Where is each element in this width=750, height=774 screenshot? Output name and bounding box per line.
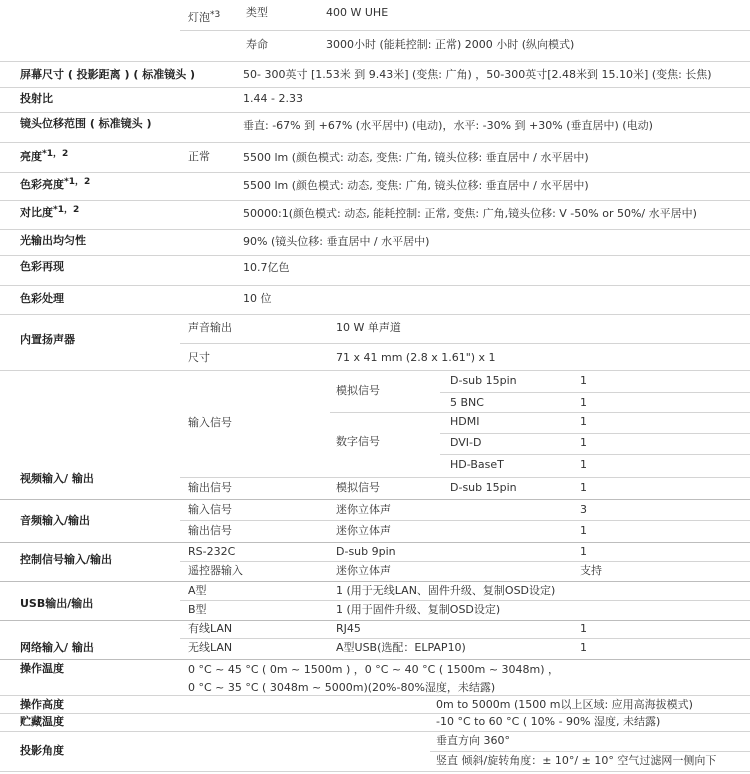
screen-size-label: 屏幕尺寸 ( 投影距离 ) ( 标准镜头 ) <box>20 68 196 81</box>
control-remote-count: 支持 <box>580 564 602 577</box>
color-brightness-label: 色彩亮度$^{*1,2}$ <box>20 177 91 191</box>
row-divider <box>0 255 750 256</box>
control-rs232-label: RS-232C <box>188 545 236 558</box>
row-divider <box>0 695 750 696</box>
video-port-count: 1 <box>580 436 587 449</box>
row-divider <box>330 412 750 413</box>
op-altitude-label: 操作高度 <box>20 698 64 711</box>
screen-size-value: 50- 300英寸 [1.53米 到 9.43米] (变焦: 广角) ，50-300英寸[2.48米到 15.10米] (变焦: 长焦) <box>243 68 712 81</box>
video-port-count: 1 <box>580 458 587 471</box>
video-output-type: 模拟信号 <box>336 481 380 494</box>
row-divider <box>0 112 750 113</box>
proj-angle-label: 投影角度 <box>20 744 64 757</box>
audio-in-label: 输入信号 <box>188 503 232 516</box>
usb-b-value: 1 (用于固件升级、复制OSD设定) <box>336 603 501 616</box>
color-reproduction-value: 10.7亿色 <box>243 261 290 274</box>
row-divider <box>0 659 750 660</box>
row-divider <box>180 561 750 562</box>
video-io-label: 视频输入/ 输出 <box>20 472 94 485</box>
video-analog-label: 模拟信号 <box>336 384 380 397</box>
audio-in-type: 迷你立体声 <box>336 503 391 516</box>
brightness-mode: 正常 <box>188 150 210 163</box>
speaker-output-label: 声音输出 <box>188 321 232 334</box>
row-divider <box>0 229 750 230</box>
video-input-label: 输入信号 <box>188 416 232 429</box>
uniformity-label: 光输出均匀性 <box>20 234 86 247</box>
audio-out-count: 1 <box>580 524 587 537</box>
op-temp-label: 操作温度 <box>20 662 64 675</box>
row-divider <box>0 620 750 621</box>
contrast-value: 50000:1(颜色模式: 动态, 能耗控制: 正常, 变焦: 广角,镜头位移: V -50% or 50%/ 水平居中) <box>243 207 697 220</box>
color-brightness-value: 5500 lm (颜色模式: 动态, 变焦: 广角, 镜头位移: 垂直居中 / 水平居中) <box>243 179 589 192</box>
row-divider <box>0 200 750 201</box>
row-divider <box>440 433 750 434</box>
network-wired-type: RJ45 <box>336 622 361 635</box>
network-wireless-type: A型USB(选配：ELPAP10) <box>336 641 466 654</box>
row-divider <box>440 454 750 455</box>
row-divider <box>180 638 750 639</box>
usb-a-value: 1 (用于无线LAN、固件升级、复制OSD设定) <box>336 584 556 597</box>
network-wired-count: 1 <box>580 622 587 635</box>
brightness-value: 5500 lm (颜色模式: 动态, 变焦: 广角, 镜头位移: 垂直居中 / 水平居中) <box>243 151 589 164</box>
video-port: D-sub 15pin <box>450 481 517 494</box>
speaker-size-value: 71 x 41 mm (2.8 x 1.61") x 1 <box>336 351 496 364</box>
color-processing-value: 10 位 <box>243 292 272 305</box>
row-divider <box>180 477 750 478</box>
color-processing-label: 色彩处理 <box>20 292 64 305</box>
lamp-label: 灯泡$^{*3}$ <box>188 10 221 24</box>
row-divider <box>180 520 750 521</box>
video-port-count: 1 <box>580 481 587 494</box>
video-port: HD-BaseT <box>450 458 504 471</box>
color-reproduction-label: 色彩再现 <box>20 260 64 273</box>
row-divider <box>0 314 750 315</box>
video-port: DVI-D <box>450 436 482 449</box>
throw-ratio-value: 1.44 - 2.33 <box>243 92 303 105</box>
op-temp-line2: 0 °C ~ 35 °C ( 3048m ~ 5000m)(20%-80%湿度，未结露) <box>188 681 496 694</box>
row-divider <box>0 87 750 88</box>
lamp-life-value: 3000小时 (能耗控制: 正常) 2000 小时 (纵向模式) <box>326 38 575 51</box>
audio-io-label: 音频输入/输出 <box>20 514 91 527</box>
video-digital-label: 数字信号 <box>336 435 380 448</box>
audio-out-type: 迷你立体声 <box>336 524 391 537</box>
usb-a-label: A型 <box>188 584 207 597</box>
video-port: 5 BNC <box>450 396 484 409</box>
row-divider <box>0 771 750 772</box>
network-wireless-label: 无线LAN <box>188 641 233 654</box>
row-divider <box>0 581 750 582</box>
audio-in-count: 3 <box>580 503 587 516</box>
network-io-label: 网络输入/ 输出 <box>20 641 94 654</box>
control-rs232-count: 1 <box>580 545 587 558</box>
uniformity-value: 90% (镜头位移: 垂直居中 / 水平居中) <box>243 235 430 248</box>
control-rs232-type: D-sub 9pin <box>336 545 396 558</box>
lens-shift-label: 镜头位移范围 ( 标准镜头 ) <box>20 117 152 130</box>
speaker-label: 内置扬声器 <box>20 333 75 346</box>
proj-angle-line1: 垂直方向 360° <box>436 734 510 747</box>
video-port-count: 1 <box>580 415 587 428</box>
video-port: HDMI <box>450 415 480 428</box>
control-remote-label: 遥控器输入 <box>188 564 243 577</box>
video-port-count: 1 <box>580 396 587 409</box>
storage-temp-value: -10 °C to 60 °C ( 10% - 90% 湿度, 未结露) <box>436 715 661 728</box>
speaker-size-label: 尺寸 <box>188 351 210 364</box>
network-wired-label: 有线LAN <box>188 622 233 635</box>
row-divider <box>440 392 750 393</box>
lamp-type-value: 400 W UHE <box>326 6 389 19</box>
row-divider <box>0 370 750 371</box>
video-port: D-sub 15pin <box>450 374 517 387</box>
audio-out-label: 输出信号 <box>188 524 232 537</box>
row-divider <box>0 172 750 173</box>
row-divider <box>180 30 750 31</box>
usb-io-label: USB输出/输出 <box>20 597 94 610</box>
row-divider <box>0 61 750 62</box>
row-divider <box>0 542 750 543</box>
video-output-label: 输出信号 <box>188 481 232 494</box>
storage-temp-label: 贮藏温度 <box>20 715 64 728</box>
op-temp-line1: 0 °C ~ 45 °C ( 0m ~ 1500m ) ，0 °C ~ 40 °C ( 1500m ~ 3048m) ， <box>188 663 560 676</box>
row-divider <box>0 731 750 732</box>
speaker-output-value: 10 W 单声道 <box>336 321 401 334</box>
control-remote-type: 迷你立体声 <box>336 564 391 577</box>
network-wireless-count: 1 <box>580 641 587 654</box>
brightness-label: 亮度$^{*1,2}$ <box>20 149 69 163</box>
row-divider <box>0 713 750 714</box>
usb-b-label: B型 <box>188 603 207 616</box>
throw-ratio-label: 投射比 <box>20 92 53 105</box>
op-altitude-value: 0m to 5000m (1500 m以上区域: 应用高海拔模式) <box>436 698 693 711</box>
row-divider <box>0 285 750 286</box>
row-divider <box>430 751 750 752</box>
control-io-label: 控制信号输入/输出 <box>20 553 113 566</box>
row-divider <box>180 600 750 601</box>
proj-angle-line2: 竖直 倾斜/旋转角度：± 10°/ ± 10° 空气过滤网一侧向下 <box>436 754 717 767</box>
lamp-life-label: 寿命 <box>246 38 268 51</box>
row-divider <box>180 343 750 344</box>
lens-shift-value: 垂直: -67% 到 +67% (水平居中) (电动)，水平: -30% 到 +30% (垂直居中) (电动) <box>243 119 653 132</box>
row-divider <box>0 499 750 500</box>
row-divider <box>0 142 750 143</box>
contrast-label: 对比度$^{*1,2}$ <box>20 205 80 219</box>
lamp-type-label: 类型 <box>246 6 268 19</box>
video-port-count: 1 <box>580 374 587 387</box>
